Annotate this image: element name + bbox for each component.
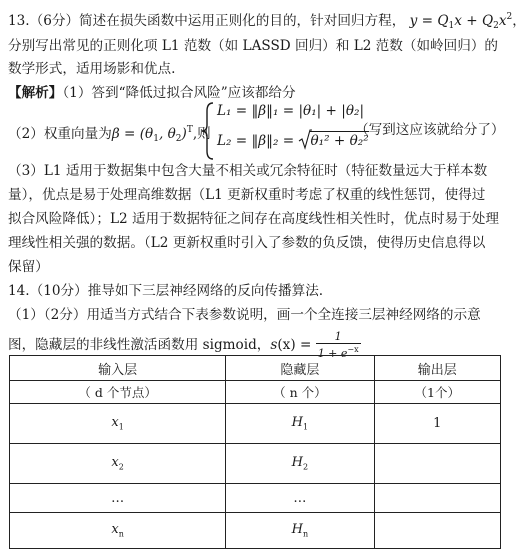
regression-equation <box>410 13 526 29</box>
l1-formula: L₁ = ‖β‖₁ = |θ₁| + |θ₂| <box>217 103 365 119</box>
table-row <box>10 513 501 549</box>
header-output: 输出层 <box>374 356 500 381</box>
l2-formula <box>217 133 369 149</box>
header-hidden: 隐藏层 <box>226 356 374 381</box>
table-row <box>10 484 501 513</box>
eq-comma: ， <box>512 13 526 29</box>
theta2-sub: 2 <box>175 134 182 144</box>
hidden-cell: … <box>226 484 374 513</box>
part3-line4: 理线性相关强的数据。（L2 更新权重时引入了参数的负反馈，使得历史信息得以 <box>8 235 486 251</box>
eq-x1: x <box>454 13 462 29</box>
sig-s: s <box>270 337 278 353</box>
hidden-sub: 1 <box>303 422 309 432</box>
q13-text: 13.（6分）简述在损失函数中运用正则化的目的，针对回归方程， <box>8 13 406 29</box>
input-var: x <box>111 415 119 431</box>
header-input: 输入层 <box>10 356 226 381</box>
output-cell: 1 <box>374 404 500 444</box>
analysis-tag: 【解析】 <box>8 85 63 101</box>
part2-then: ,则 <box>192 126 211 142</box>
hidden-var: H <box>291 415 304 431</box>
q14-line1: 14.（10分）推导如下三层神经网络的反向传播算法. <box>8 283 324 299</box>
eq-equals: = <box>417 13 438 29</box>
beta-definition <box>112 126 193 142</box>
subheader-input: （ d 个节点） <box>10 381 226 404</box>
input-sub: n <box>118 529 124 539</box>
input-cell <box>10 404 226 444</box>
q14-line3-text: 图，隐藏层的非线性激活函数用 sigmoid， <box>8 337 271 353</box>
part2-note: （写到这应该就给分了） <box>355 122 505 138</box>
output-cell <box>374 484 500 513</box>
l2-left: L₂ = ‖β‖₂ = <box>217 133 299 149</box>
hidden-sub: n <box>302 529 309 539</box>
beta-mid: , θ <box>158 126 176 142</box>
hidden-var: H <box>291 522 303 538</box>
eq-q2: Q <box>481 13 494 29</box>
sqrt-icon <box>298 129 312 151</box>
table-row <box>10 444 501 484</box>
sigmoid-formula <box>270 330 360 360</box>
hidden-cell <box>226 444 374 484</box>
sig-x: (x) = <box>277 337 316 353</box>
eq-q2-sub: 2 <box>493 21 499 31</box>
table-subheader-row <box>10 381 501 404</box>
eq-y: y <box>409 13 418 29</box>
q13-line2: 分别写出常见的正则化项 L1 范数（如 LASSD 回归）和 L2 范数（如岭回归）的 <box>8 38 499 54</box>
input-sub: 1 <box>118 422 124 432</box>
output-cell <box>374 444 500 484</box>
subheader-hidden: （ n 个） <box>226 381 374 404</box>
part3-line3: 拟合风险降低）；L2 适用于数据特征之间存在高度线性相关性时，优点时易于处理 <box>8 211 499 227</box>
beta-open: β = (θ <box>111 126 154 142</box>
sig-den-sup: −x <box>347 345 359 354</box>
hidden-cell <box>226 513 374 549</box>
part3-line2: 量），优点是易于处理高维数据（L1 更新权重时考虑了权重的线性惩罚，使得过 <box>8 187 486 203</box>
analysis-part1-text: （1）答到“降低过拟合风险”应该都给分 <box>62 85 296 101</box>
input-var: x <box>111 522 119 538</box>
output-cell <box>374 513 500 549</box>
input-cell <box>10 444 226 484</box>
eq-q1: Q <box>437 13 449 29</box>
table-row <box>10 404 501 444</box>
eq-plus: + <box>461 13 482 29</box>
analysis-part1 <box>8 84 296 102</box>
left-brace-icon <box>201 101 215 161</box>
hidden-sub: 2 <box>303 462 309 472</box>
table-header-row <box>10 356 501 381</box>
q14-line2: （1）（2分）用适当方式结合下表参数说明，画一个全连接三层神经网络的示意 <box>8 307 481 323</box>
input-cell: … <box>10 484 226 513</box>
eq-x2-sup: 2 <box>506 12 513 22</box>
sig-numerator: 1 <box>316 331 361 344</box>
part3-line1: （3）L1 适用于数据集中包含大量不相关或冗余特征时（特征数量远大于样本数 <box>8 163 488 179</box>
sig-den-base: 1 + e <box>317 347 348 360</box>
q13-line3: 数学形式，适用场影和优点. <box>8 61 176 77</box>
hidden-cell <box>226 404 374 444</box>
part2-prefix: （2）权重向量为 <box>8 126 112 142</box>
eq-x2: x <box>498 13 507 29</box>
input-sub: 2 <box>118 462 124 472</box>
input-cell <box>10 513 226 549</box>
l2-root: θ₁² + θ₂² <box>310 133 369 149</box>
part3-line5: 保留） <box>8 259 49 275</box>
beta-close: ) <box>181 126 187 142</box>
theta1-sub: 1 <box>153 134 159 144</box>
network-params-table <box>9 355 501 549</box>
input-var: x <box>111 455 119 471</box>
eq-q1-sub: 1 <box>448 21 455 31</box>
transpose-sup: T <box>186 125 193 135</box>
analysis-part2 <box>8 121 211 148</box>
subheader-output: （1个） <box>374 381 500 404</box>
hidden-var: H <box>291 455 304 471</box>
q13-line1 <box>8 8 526 35</box>
